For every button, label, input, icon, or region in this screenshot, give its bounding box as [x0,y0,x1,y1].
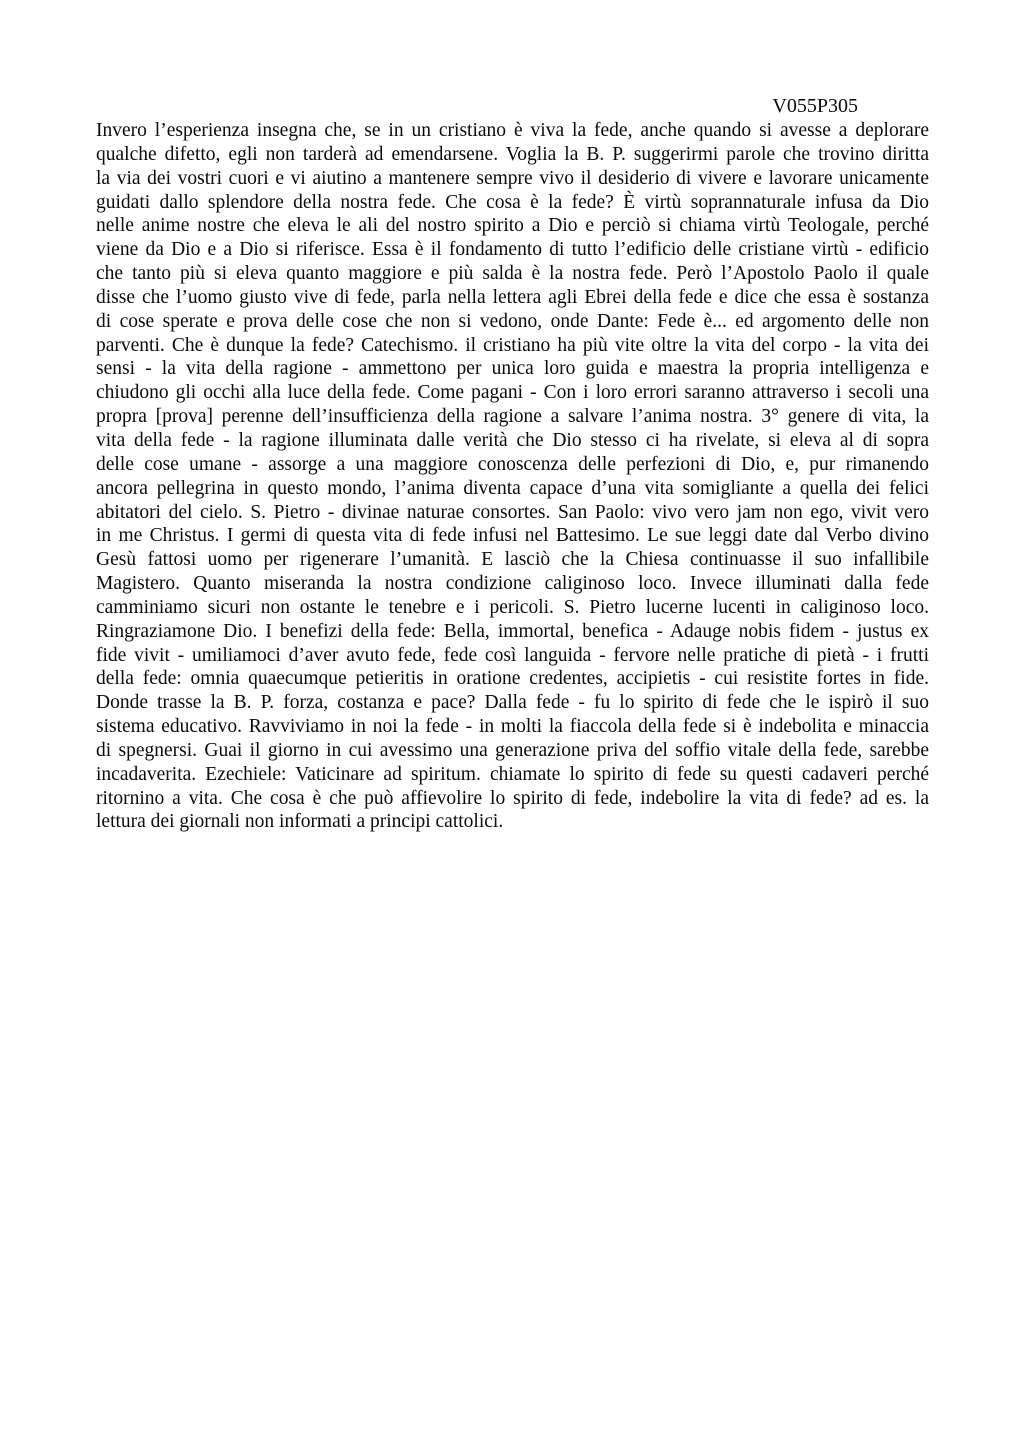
text-line-9: di cose sperate e prova delle cose che non si vedono, onde Dante: Fede è... ed argomento delle non [96,310,929,332]
text-line-29: ritornino a vita. Che cosa è che può affievolire lo spirito di fede, indebolire la vita di fede? ad es. la [96,787,929,809]
text-line-27: di spegnersi. Guai il giorno in cui avessimo una generazione priva del soffio vitale della fede, sarebbe [96,739,929,761]
text-line-6: viene da Dio e a Dio si riferisce. Essa è il fondamento di tutto l’edificio delle cristiane virtù - edificio [96,239,929,261]
page-header-code: V055P305 [772,95,858,117]
text-line-30: lettura dei giornali non informati a principi cattolici. [96,811,504,833]
document-text-block [96,119,929,834]
text-line-25: Donde trasse la B. P. forza, costanza e pace? Dalla fede - fu lo spirito di fede che le ispirò il suo [96,692,929,714]
text-line-13: propra [prova] perenne dell’insufficienza della ragione a salvare l’anima nostra. 3° genere di vita, la [96,406,929,428]
text-line-5: nelle anime nostre che eleva le ali del nostro spirito a Dio e perciò si chiama virtù Teologale, perché [96,215,929,237]
text-line-23: fide vivit - umiliamoci d’aver avuto fede, fede così languida - fervore nelle pratiche di pietà - i frutti [96,644,929,666]
text-line-19: Gesù fattosi uomo per rigenerare l’umanità. E lasciò che la Chiesa continuasse il suo infallibile [96,549,929,571]
text-line-12: chiudono gli occhi alla luce della fede. Come pagani - Con i loro errori saranno attraverso i secoli una [96,382,929,404]
text-line-2: qualche difetto, egli non tarderà ad emendarsene. Voglia la B. P. suggerirmi parole che trovino diritta [96,143,929,165]
text-line-22: Ringraziamone Dio. I benefizi della fede: Bella, immortal, benefica - Adauge nobis fidem - justus ex [96,620,929,642]
text-line-1: Invero l’esperienza insegna che, se in un cristiano è viva la fede, anche quando si avesse a deplorare [96,120,929,141]
text-line-16: ancora pellegrina in questo mondo, l’anima diventa capace d’una vita somigliante a quella dei felici [96,477,929,499]
text-line-4: guidati dallo splendore della nostra fede. Che cosa è la fede? È virtù soprannaturale infusa da Dio [96,191,929,213]
text-line-14: vita della fede - la ragione illuminata dalle verità che Dio stesso ci ha rivelate, si eleva al di sopra [96,429,929,451]
text-line-26: sistema educativo. Ravviviamo in noi la fede - in molti la fiaccola della fede si è indebolita e minaccia [96,716,929,738]
text-line-3: la via dei vostri cuori e vi aiutino a mantenere sempre vivo il desiderio di vivere e lavorare unicamente [96,167,929,189]
text-line-20: Magistero. Quanto miseranda la nostra condizione caliginoso loco. Invece illuminati dalla fede [96,573,929,595]
text-line-18: in me Christus. I germi di questa vita di fede infusi nel Battesimo. Le sue leggi date dal Verbo divino [96,525,929,547]
text-line-7: che tanto più si eleva quanto maggiore e più salda è la nostra fede. Però l’Apostolo Paolo il quale [96,263,929,285]
text-line-11: sensi - la vita della ragione - ammettono per unica loro guida e maestra la propria intelligenza e [96,358,929,380]
text-line-17: abitatori del cielo. S. Pietro - divinae naturae consortes. San Paolo: vivo vero jam non ego, vivit vero [96,501,929,523]
text-line-15: delle cose umane - assorge a una maggiore conoscenza delle perfezioni di Dio, e, pur rimanendo [96,453,929,475]
text-line-28: incadaverita. Ezechiele: Vaticinare ad spiritum. chiamate lo spirito di fede su questi cadaveri perché [96,763,929,785]
text-line-21: camminiamo sicuri non ostante le tenebre e i pericoli. S. Pietro lucerne lucenti in caliginoso loco. [96,596,929,618]
text-line-24: della fede: omnia quaecumque petieritis in oratione credentes, accipietis - cui resistite fortes in fide. [96,668,929,690]
text-line-10: parventi. Che è dunque la fede? Catechismo. il cristiano ha più vite oltre la vita del corpo - la vita dei [96,334,929,356]
text-line-8: disse che l’uomo giusto vive di fede, parla nella lettera agli Ebrei della fede e dice che essa è sostanza [96,286,929,308]
